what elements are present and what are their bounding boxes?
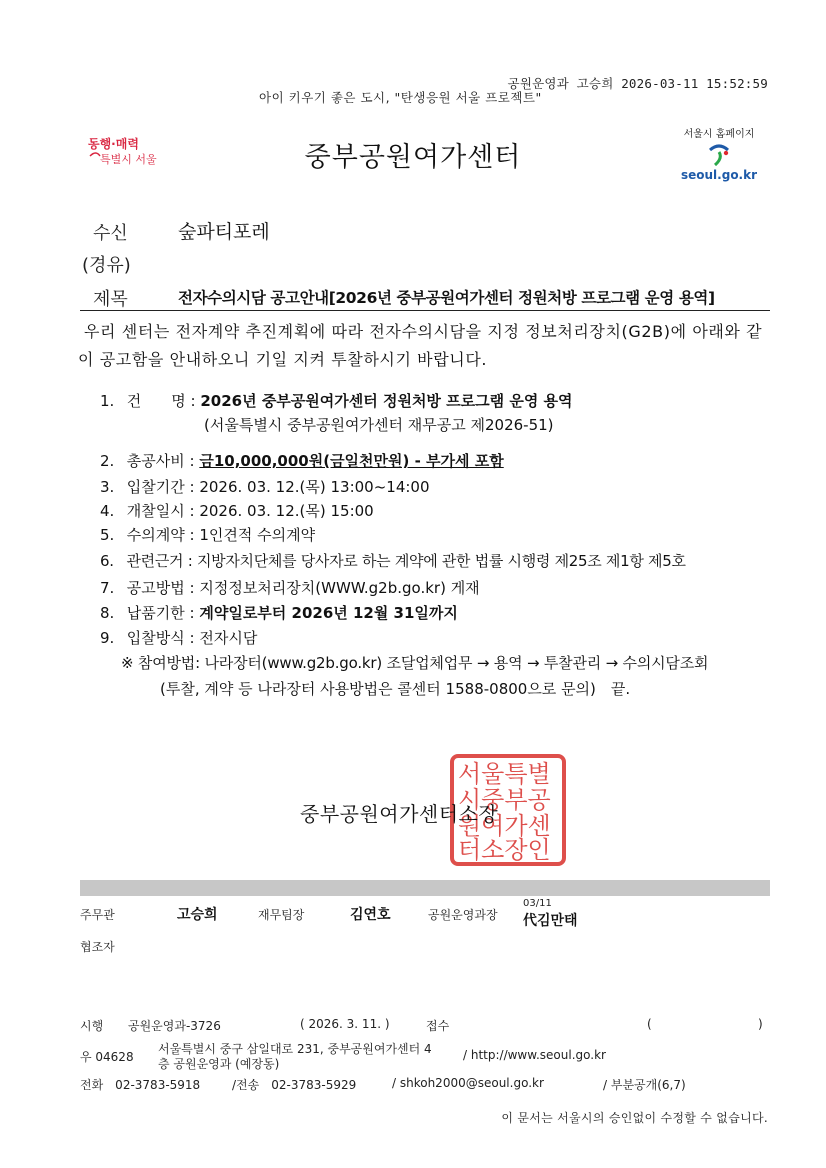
disclaimer: 이 문서는 서울시의 승인없이 수정할 수 없습니다. bbox=[501, 1111, 768, 1125]
svg-text:서울특별: 서울특별 bbox=[458, 760, 551, 788]
item-number: 3. bbox=[100, 478, 115, 496]
item-number: 7. bbox=[100, 579, 115, 597]
receipt-open: ( bbox=[647, 1017, 652, 1031]
approver3-date: 03/11 bbox=[523, 898, 552, 909]
subject-value: 전자수의시담 공고안내[2026년 중부공원여가센터 정원처방 프로그램 운영 용역] bbox=[178, 289, 715, 307]
homepage-caption: 서울시 홈페이지 bbox=[683, 129, 755, 140]
cooperator-label: 협조자 bbox=[80, 940, 115, 954]
approver3-name: 代김만태 bbox=[523, 913, 578, 929]
svg-text:터소장인: 터소장인 bbox=[458, 836, 551, 864]
exec-number: 공원운영과-3726 bbox=[128, 1019, 221, 1033]
item-label: 개찰일시 bbox=[126, 502, 185, 520]
item-number: 4. bbox=[100, 502, 115, 520]
item-9: 9. 입찰방식 : 전자시담 bbox=[100, 629, 258, 647]
item-7: 7. 공고방법 : 지정정보처리장치(WWW.g2b.go.kr) 게재 bbox=[100, 579, 480, 597]
item-value: 2026. 03. 12.(목) 13:00~14:00 bbox=[199, 478, 430, 496]
item-8: 8. 납품기한 : 계약일로부터 2026년 12월 31일까지 bbox=[100, 604, 458, 622]
homepage-url[interactable]: / http://www.seoul.go.kr bbox=[463, 1048, 606, 1062]
item-number: 6. bbox=[100, 552, 114, 570]
recipient-value: 숲파티포레 bbox=[178, 221, 270, 243]
item-value: 1인견적 수의계약 bbox=[199, 526, 316, 544]
item-label: 입찰방식 bbox=[126, 629, 185, 647]
item-label: 총공사비 bbox=[126, 452, 185, 470]
item-value: 전자시담 bbox=[199, 629, 258, 647]
disclosure-status: / 부분공개(6,7) bbox=[603, 1078, 686, 1092]
item-4: 4. 개찰일시 : 2026. 03. 12.(목) 15:00 bbox=[100, 502, 374, 520]
exec-label: 시행 bbox=[80, 1019, 104, 1033]
svg-text:원여가센: 원여가센 bbox=[458, 812, 551, 840]
recipient-label: 수신 bbox=[93, 223, 128, 244]
approver1-name: 고승희 bbox=[177, 907, 218, 923]
intro-paragraph: 우리 센터는 전자계약 추진계획에 따라 전자수의시담을 지정 정보처리장치(G2B)에 아래와 같이 공고함을 안내하오니 기일 지켜 투찰하시기 바랍니다. bbox=[78, 322, 763, 369]
item-value: 지방자치단체를 당사자로 하는 계약에 관한 법률 시행령 제25조 제1항 제5호 bbox=[196, 552, 686, 570]
item-label: 수의계약 bbox=[126, 526, 185, 544]
svg-text:동행·매력: 동행·매력 bbox=[88, 137, 139, 151]
item-label: 건 명 bbox=[126, 392, 186, 410]
item-3: 3. 입찰기간 : 2026. 03. 12.(목) 13:00~14:00 bbox=[100, 478, 430, 496]
signature: 중부공원여가센터소장 bbox=[300, 802, 499, 826]
item-number: 1. bbox=[100, 392, 115, 410]
inquiry-note: (투찰, 계약 등 나라장터 사용방법은 콜센터 1588-0800으로 문의) 끝. bbox=[160, 680, 631, 698]
address-line-1: 서울특별시 중구 삼일대로 231, 중부공원여가센터 4 bbox=[158, 1042, 432, 1056]
fax: /전송 02-3783-5929 bbox=[232, 1078, 357, 1092]
email[interactable]: / shkoh2000@seoul.go.kr bbox=[392, 1076, 544, 1090]
approval-bar bbox=[80, 880, 770, 896]
item-value: 2026년 중부공원여가센터 정원처방 프로그램 운영 용역 bbox=[200, 392, 573, 410]
item-value: 계약일로부터 2026년 12월 31일까지 bbox=[199, 604, 458, 622]
svg-text:특별시 서울: 특별시 서울 bbox=[100, 153, 157, 166]
subject-label: 제목 bbox=[93, 289, 128, 310]
svg-text:시중부공: 시중부공 bbox=[458, 786, 551, 814]
item-value: 지정정보처리장치(WWW.g2b.go.kr) 게재 bbox=[199, 579, 480, 597]
item-6: 6. 관련근거 : 지방자치단체를 당사자로 하는 계약에 관한 법률 시행령 제25조 제1항 제5호 bbox=[100, 552, 686, 570]
page-title: 중부공원여가센터 bbox=[304, 142, 522, 173]
seoul-mark-icon bbox=[706, 144, 732, 166]
item-number: 9. bbox=[100, 629, 115, 647]
via-label: (경유) bbox=[82, 255, 131, 276]
item-number: 8. bbox=[100, 604, 115, 622]
approver2-label: 재무팀장 bbox=[258, 908, 305, 922]
item-value: 금10,000,000원(금일천만원) - 부가세 포함 bbox=[199, 452, 504, 470]
item-label: 입찰기간 bbox=[126, 478, 185, 496]
approver1-label: 주무관 bbox=[80, 908, 115, 922]
homepage-domain: seoul.go.kr bbox=[680, 168, 758, 182]
address-line-2: 층 공원운영과 (예장동) bbox=[158, 1057, 280, 1071]
item-2: 2. 총공사비 : 금10,000,000원(금일천만원) - 부가세 포함 bbox=[100, 452, 504, 470]
item-value: 2026. 03. 12.(목) 15:00 bbox=[199, 502, 374, 520]
item-number: 2. bbox=[100, 452, 115, 470]
item-label: 공고방법 bbox=[126, 579, 185, 597]
phone: 전화 02-3783-5918 bbox=[80, 1078, 201, 1092]
slogan: 아이 키우기 좋은 도시, "탄생응원 서울 프로젝트" bbox=[259, 90, 542, 105]
receipt-close: ) bbox=[758, 1017, 763, 1031]
item-number: 5. bbox=[100, 526, 115, 544]
timestamp-line: 공원운영과 고승희 2026-03-11 15:52:59 bbox=[507, 76, 768, 91]
item-1: 1. 건 명 : 2026년 중부공원여가센터 정원처방 프로그램 운영 용역 bbox=[100, 392, 573, 410]
seoul-homepage-logo bbox=[676, 125, 762, 182]
participation-note: ※ 참여방법: 나라장터(www.g2b.go.kr) 조달업체업무 → 용역 → 투찰관리 → 수의시담조회 bbox=[121, 654, 709, 672]
approver3-label: 공원운영과장 bbox=[428, 908, 498, 922]
exec-date: ( 2026. 3. 11. ) bbox=[300, 1017, 390, 1031]
postal-code: 우 04628 bbox=[80, 1050, 134, 1064]
approver2-name: 김연호 bbox=[350, 907, 391, 923]
receipt-label: 접수 bbox=[426, 1019, 450, 1033]
item-label: 관련근거 bbox=[126, 552, 184, 570]
item-5: 5. 수의계약 : 1인견적 수의계약 bbox=[100, 526, 316, 544]
item-1-sub: (서울특별시 중부공원여가센터 재무공고 제2026-51) bbox=[204, 416, 554, 434]
subject-divider bbox=[80, 310, 770, 311]
item-label: 납품기한 bbox=[126, 604, 185, 622]
